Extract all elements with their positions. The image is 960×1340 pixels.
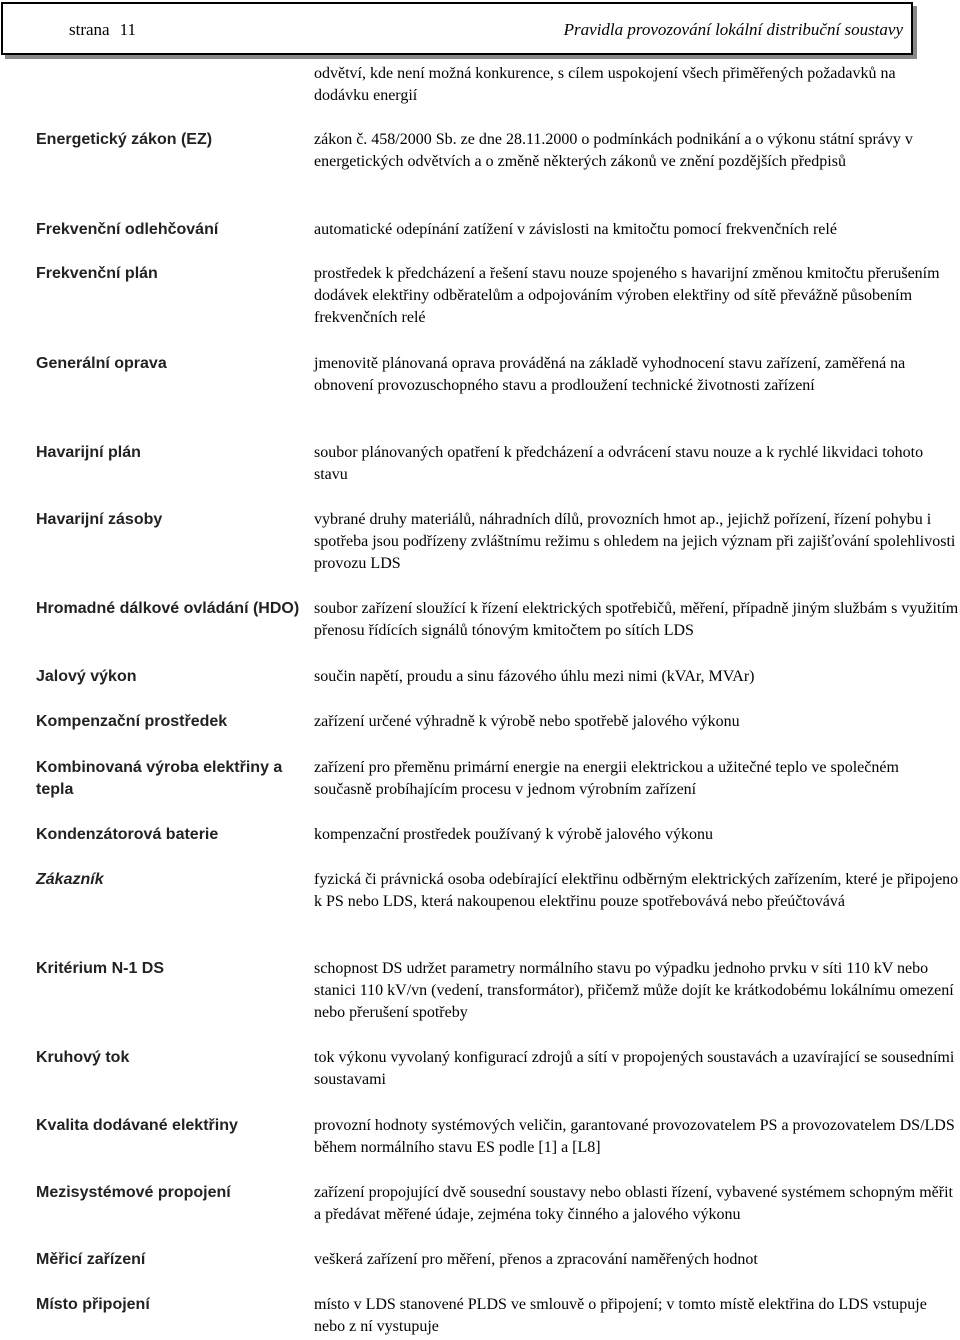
intro-text: odvětví, kde není možná konkurence, s cílem uspokojení všech přiměřených požadavků na dodávku energií: [314, 65, 896, 104]
term: Místo připojení: [36, 1296, 150, 1313]
term: Energetický zákon (EZ): [36, 131, 213, 148]
definition: prostředek k předcházení a řešení stavu nouze spojeného s havarijní změnou kmitočtu přerušením dodávek elektřiny odběratelům a odpojováním výroben elektřiny od sítě převážně působením frekvenčních relé: [314, 265, 940, 326]
page-label: [69, 20, 136, 40]
page-header: [1, 2, 913, 55]
definition: součin napětí, proudu a sinu fázového úhlu mezi nimi (kVAr, MVAr): [314, 668, 755, 685]
term: Havarijní zásoby: [36, 511, 163, 528]
term: Frekvenční odlehčování: [36, 221, 219, 238]
definition: zařízení propojující dvě sousední soustavy nebo oblasti řízení, vybavené systémem schopným měřit a předávat měřené údaje, zejména toky činného a jalového výkonu: [314, 1184, 953, 1223]
term: Kvalita dodávané elektřiny: [36, 1117, 238, 1134]
definition: automatické odepínání zatížení v závislosti na kmitočtu pomocí frekvenčních relé: [314, 221, 837, 238]
term: Kondenzátorová baterie: [36, 826, 219, 843]
definition: schopnost DS udržet parametry normálního stavu po výpadku jednoho prvku v síti 110 kV nebo stanici 110 kV/vn (vedení, transformátor), přičemž může dojít ke krátkodobému lokálnímu omezení nebo přerušení spotřeby: [314, 960, 954, 1021]
definition: veškerá zařízení pro měření, přenos a zpracování naměřených hodnot: [314, 1251, 758, 1268]
definition: soubor plánovaných opatření k předcházení a odvrácení stavu nouze a k rychlé likvidaci tohoto stavu: [314, 444, 924, 483]
term: Havarijní plán: [36, 444, 141, 461]
definition: jmenovitě plánovaná oprava prováděná na základě vyhodnocení stavu zařízení, zaměřená na obnovení provozuschopného stavu a prodloužení technické životnosti zařízení: [314, 355, 906, 394]
definition: soubor zařízení sloužící k řízení elektrických spotřebičů, měření, případně jiným službám s využitím přenosu řídících signálů tónovým kmitočtem po sítích LDS: [314, 600, 959, 639]
term: Frekvenční plán: [36, 265, 158, 282]
term: Kruhový tok: [36, 1049, 130, 1066]
page-number: 11: [119, 20, 136, 39]
definition: fyzická či právnická osoba odebírající elektřinu odběrným elektrických zařízením, které je připojeno k PS nebo LDS, která nakoupenou elektřinu pouze spotřebovává nebo přeúčtovává: [314, 871, 959, 910]
term: Generální oprava: [36, 355, 167, 372]
term: Hromadné dálkové ovládání (HDO): [36, 600, 300, 617]
term: Kompenzační prostředek: [36, 713, 228, 730]
page-label-text: strana: [69, 20, 110, 39]
definition: místo v LDS stanovené PLDS ve smlouvě o připojení; v tomto místě elektřina do LDS vstupuje nebo z ní vystupuje: [314, 1296, 927, 1335]
term: Měřicí zařízení: [36, 1251, 146, 1268]
term: Zákazník: [36, 871, 104, 888]
term: Jalový výkon: [36, 668, 137, 685]
definition: vybrané druhy materiálů, náhradních dílů, provozních hmot ap., jejichž pořízení, řízení pohybu i spotřeba jsou podřízeny zvláštnímu režimu s ohledem na jejich význam při zajišťování spolehlivosti provozu LDS: [314, 511, 956, 572]
definition: zákon č. 458/2000 Sb. ze dne 28.11.2000 o podmínkách podnikání a o výkonu státní správy v energetických odvětvích a o změně některých zákonů ve znění pozdějších předpisů: [314, 131, 913, 170]
definition: kompenzační prostředek používaný k výrobě jalového výkonu: [314, 826, 713, 843]
document-title: Pravidla provozování lokální distribuční soustavy: [563, 20, 903, 39]
definition: tok výkonu vyvolaný konfigurací zdrojů a sítí v propojených soustavách a uzavírající se sousedními soustavami: [314, 1049, 955, 1088]
definition: zařízení určené výhradně k výrobě nebo spotřebě jalového výkonu: [314, 713, 740, 730]
definition: zařízení pro přeměnu primární energie na energii elektrickou a užitečné teplo ve společném současně probíhajícím procesu v jednom výrobním zařízení: [314, 759, 899, 798]
term: Kombinovaná výroba elektřiny a tepla: [36, 759, 283, 798]
term: Kritérium N-1 DS: [36, 960, 165, 977]
definition: provozní hodnoty systémových veličin, garantované provozovatelem PS a provozovatelem DS/LDS během normálního stavu ES podle [1] a [L8]: [314, 1117, 955, 1156]
term: Mezisystémové propojení: [36, 1184, 231, 1201]
